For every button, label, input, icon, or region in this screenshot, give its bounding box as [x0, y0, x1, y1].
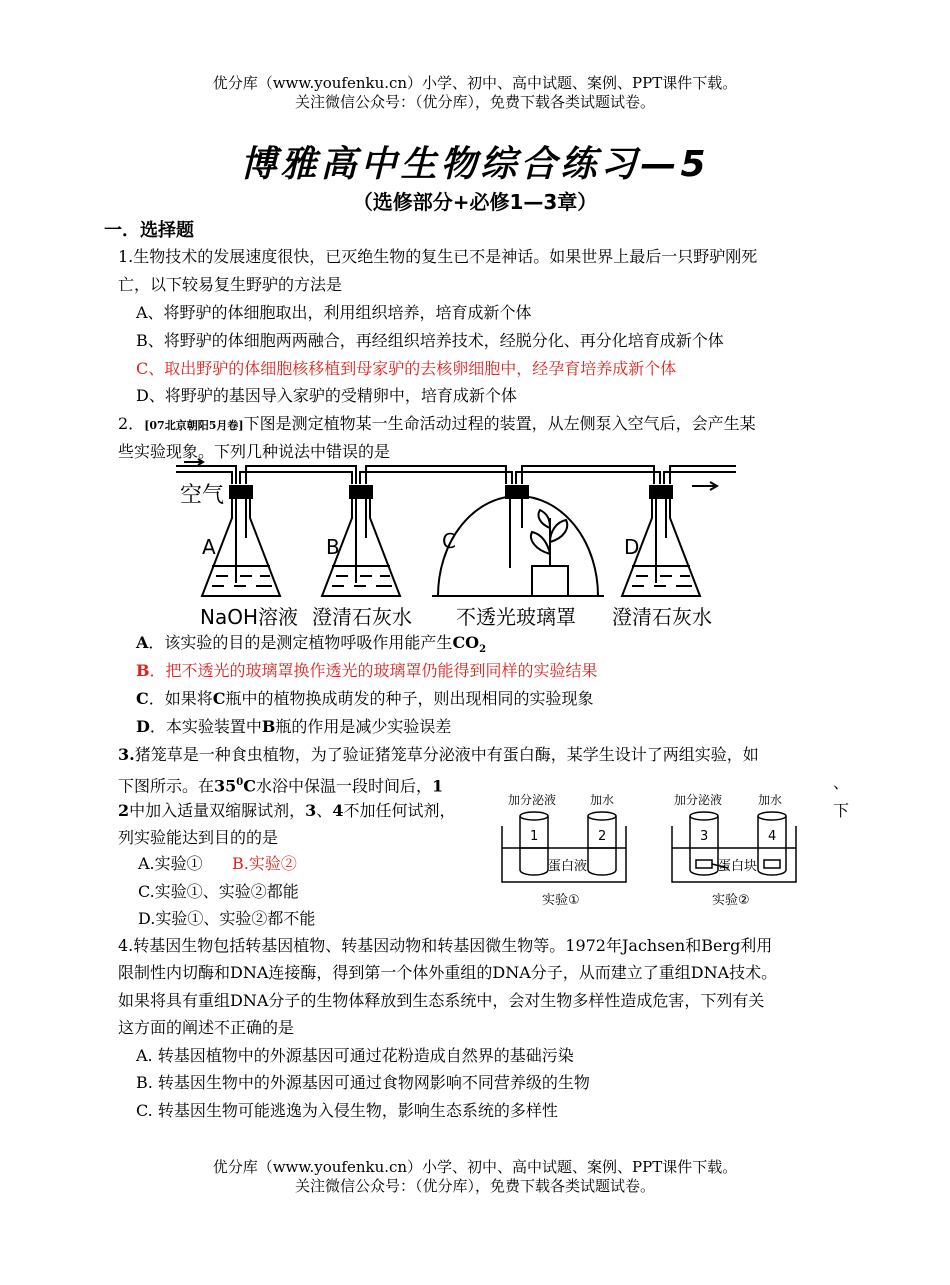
- exp2-add-secretion: 加分泌液: [674, 793, 723, 807]
- air-in-arrow: [184, 459, 203, 465]
- page-footer: [0, 1158, 950, 1196]
- page-title: 博雅高中生物综合练习—5: [240, 144, 710, 185]
- q3-temperature: 35: [214, 776, 237, 796]
- bell-jar-c-label: 不透光玻璃罩: [456, 605, 576, 629]
- q2-option-b: [136, 659, 598, 683]
- q3-stem-line-3: [118, 799, 455, 823]
- q4-stem-line-1: 4.转基因生物包括转基因植物、转基因动物和转基因微生物等。1972年Jachsen和Berg利用: [118, 936, 773, 955]
- air-label: 空气: [180, 483, 225, 508]
- q2-number: 2．: [118, 414, 145, 433]
- experiment-2-label: 实验②: [712, 893, 750, 908]
- q2-stem-line-1: [118, 412, 756, 438]
- protein-liquid-label: 蛋白液: [548, 859, 588, 874]
- q2-stem-text: 下图是测定植物某一生命活动过程的装置，从左侧泵入空气后，会产生某: [243, 414, 756, 433]
- q3-option-c: C.实验①、实验②都能: [138, 882, 299, 901]
- tube-1-number: 1: [530, 829, 539, 844]
- q3-stem-line-2: [118, 771, 443, 798]
- q1-stem-line-1: 1.生物技术的发展速度很快，已灭绝生物的复生已不是神话。如果世界上最后一只野驴刚死: [118, 247, 758, 266]
- q2-option-a-subscript: 2: [479, 644, 487, 656]
- q3-stem-line-4: 列实验能达到目的的是: [118, 828, 279, 847]
- header-line-1: 优分库（www.youfenku.cn）小学、初中、高中试题、案例、PPT课件下载。: [212, 74, 738, 92]
- q3-stem-sep: 、: [316, 801, 333, 820]
- flask-b-label: 澄清石灰水: [312, 605, 412, 629]
- q2-option-b-letter: B: [136, 661, 150, 680]
- q3-number: 3.: [118, 745, 135, 764]
- q4-stem-line-2: 限制性内切酶和DNA连接酶，得到第一个体外重组的DNA分子，从而建立了重组DNA技术。: [118, 963, 778, 982]
- q2-option-c-bold: C: [212, 689, 226, 708]
- q4-stem-line-4: 这方面的阐述不正确的是: [118, 1018, 295, 1037]
- q2-option-d-text-1: ．本实验装置中: [149, 717, 262, 736]
- flask-d-letter: D: [624, 535, 640, 559]
- q3-stem-line-3-tail: 下: [833, 801, 850, 820]
- q3-stem-text-3b: 不加任何试剂，: [343, 801, 456, 820]
- q2-option-c-text-1: ．如果将: [148, 689, 213, 708]
- q3-stem-line-1: [118, 743, 759, 767]
- q2-option-a: [136, 631, 486, 662]
- q3-tube-ref-2: 2: [118, 801, 130, 820]
- footer-line-2: 关注微信公众号：（优分库），免费下载各类试题试卷。: [294, 1177, 655, 1195]
- q1-option-b: B、将野驴的体细胞两两融合，再经组织培养技术，经脱分化、再分化培育成新个体: [136, 331, 724, 350]
- exp1-add-water: 加水: [590, 793, 615, 807]
- page-header: [0, 74, 950, 112]
- q3-temperature-unit: C: [243, 776, 256, 796]
- q2-option-d-text-2: 瓶的作用是减少实验误差: [275, 717, 452, 736]
- tube-2-number: 2: [598, 829, 607, 844]
- q3-tube-ref-3: 3: [305, 801, 317, 820]
- q3-stem-text-1: 猪笼草是一种食虫植物，为了验证猪笼草分泌液中有蛋白酶，某学生设计了两组实验，如: [134, 745, 759, 764]
- q3-experiment-figure: [496, 786, 836, 914]
- q2-option-a-text: ．该实验的目的是测定植物呼吸作用能产生: [148, 633, 453, 652]
- section-heading: 一．选择题: [104, 220, 194, 241]
- q2-option-d-letter: D: [136, 717, 150, 736]
- q2-option-b-text: ．把不透光的玻璃罩换作透光的玻璃罩仍能得到同样的实验结果: [149, 661, 598, 680]
- page-subtitle: （选修部分+必修1—3章）: [352, 190, 598, 214]
- q3-stem-text-2b: 水浴中保温一段时间后，: [255, 776, 432, 796]
- q2-option-d: [136, 715, 451, 739]
- q1-option-a: A、将野驴的体细胞取出，利用组织培养，培育成新个体: [136, 303, 532, 322]
- flask-a-label: NaOH溶液: [200, 605, 298, 629]
- header-line-2: 关注微信公众号：（优分库），免费下载各类试题试卷。: [294, 93, 655, 111]
- q2-option-c-letter: C: [136, 689, 149, 708]
- q3-stem-text-3a: 中加入适量双缩脲试剂，: [129, 801, 306, 820]
- q2-option-c-text-2: 瓶中的植物换成萌发的种子，则出现相同的实验现象: [225, 689, 594, 708]
- q3-option-b: B.实验②: [232, 854, 297, 873]
- q2-apparatus-figure: [176, 458, 736, 634]
- q3-option-d: D.实验①、实验②都不能: [138, 909, 316, 928]
- q4-option-b: B. 转基因生物中的外源基因可通过食物网影响不同营养级的生物: [136, 1073, 590, 1092]
- footer-line-1: 优分库（www.youfenku.cn）小学、初中、高中试题、案例、PPT课件下载。: [212, 1158, 738, 1176]
- exp1-add-secretion: 加分泌液: [508, 793, 557, 807]
- experiment-1-label: 实验①: [542, 893, 580, 908]
- q2-option-d-bold: B: [261, 717, 276, 736]
- q3-option-a: A.实验①: [138, 854, 203, 873]
- q1-option-d: D、将野驴的基因导入家驴的受精卵中，培育成新个体: [136, 386, 517, 405]
- flask-b-letter: B: [326, 535, 340, 559]
- q1-option-c: C、取出野驴的体细胞核移植到母家驴的去核卵细胞中，经孕育培养成新个体: [136, 359, 677, 378]
- q2-option-a-co2: CO: [452, 633, 480, 652]
- air-out-arrow: [692, 482, 717, 490]
- q2-option-a-letter: A: [136, 633, 149, 652]
- tube-3-number: 3: [700, 829, 709, 844]
- flask-d-label: 澄清石灰水: [612, 605, 712, 629]
- bell-jar-c-letter: C: [442, 529, 456, 553]
- flask-a-letter: A: [202, 535, 216, 559]
- tube-4-number: 4: [768, 829, 777, 844]
- protein-block-label: 蛋白块: [718, 859, 758, 874]
- q3-tube-ref-1: 1: [432, 776, 444, 796]
- q2-source: [07北京朝阳5月卷]: [144, 419, 244, 432]
- q4-option-a: A. 转基因植物中的外源基因可通过花粉造成自然界的基础污染: [136, 1046, 574, 1065]
- q3-stem-line-2-tail: 、: [833, 773, 850, 792]
- exp2-add-water: 加水: [758, 793, 783, 807]
- q2-stem-line-2: 些实验现象。下列几种说法中错误的是: [118, 442, 391, 461]
- q3-stem-text-2a: 下图所示。在: [118, 776, 215, 796]
- q2-option-c: [136, 687, 594, 711]
- q3-temperature-sup: 0: [236, 777, 244, 788]
- q1-stem-line-2: 亡，以下较易复生野驴的方法是: [118, 275, 343, 294]
- q4-stem-line-3: 如果将具有重组DNA分子的生物体释放到生态系统中，会对生物多样性造成危害，下列有关: [118, 991, 765, 1010]
- bell-jar-c: [432, 486, 604, 596]
- q4-option-c: C. 转基因生物可能逃逸为入侵生物，影响生态系统的多样性: [136, 1101, 558, 1120]
- q3-tube-ref-4: 4: [332, 801, 344, 820]
